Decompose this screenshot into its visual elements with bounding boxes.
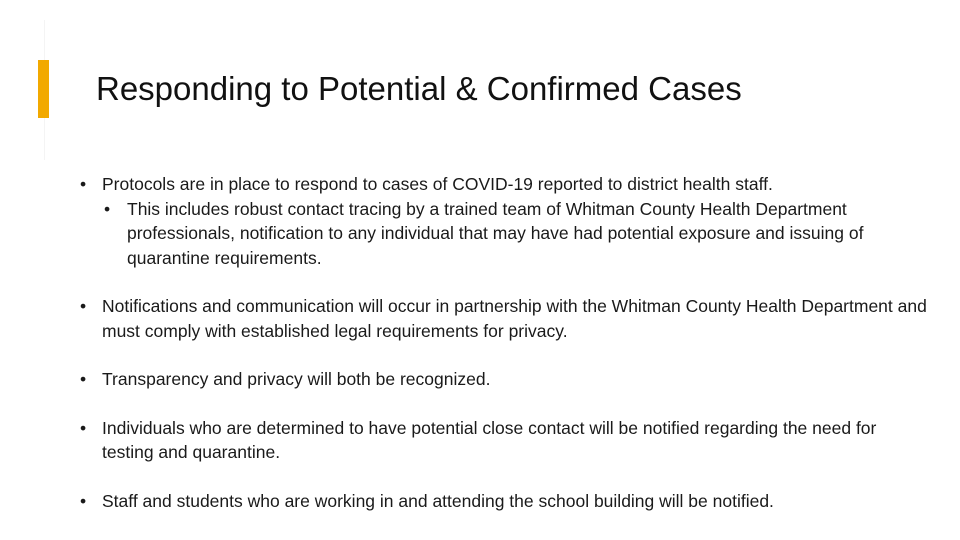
sub-bullet-contact-tracing: • This includes robust contact tracing by a trained team of Whitman County Health Department professionals, notification to any individual that may have had potential exposure and issuing of quarantine requirements. xyxy=(91,197,928,271)
bullet-transparency: • Transparency and privacy will both be recognized. xyxy=(78,367,928,392)
accent-bar xyxy=(38,60,49,118)
bullet-close-contact: • Individuals who are determined to have potential close contact will be notified regarding the need for testing and quarantine. xyxy=(78,416,928,465)
bullet-notifications: • Notifications and communication will occur in partnership with the Whitman County Health Department and must comply with established legal requirements for privacy. xyxy=(78,294,928,343)
slide-title: Responding to Potential & Confirmed Cases xyxy=(96,70,742,107)
bullet-staff-students: • Staff and students who are working in and attending the school building will be notified. xyxy=(78,489,928,514)
bullet-list xyxy=(78,172,928,513)
bullet-protocols: • Protocols are in place to respond to cases of COVID-19 reported to district health staff. xyxy=(78,172,928,197)
